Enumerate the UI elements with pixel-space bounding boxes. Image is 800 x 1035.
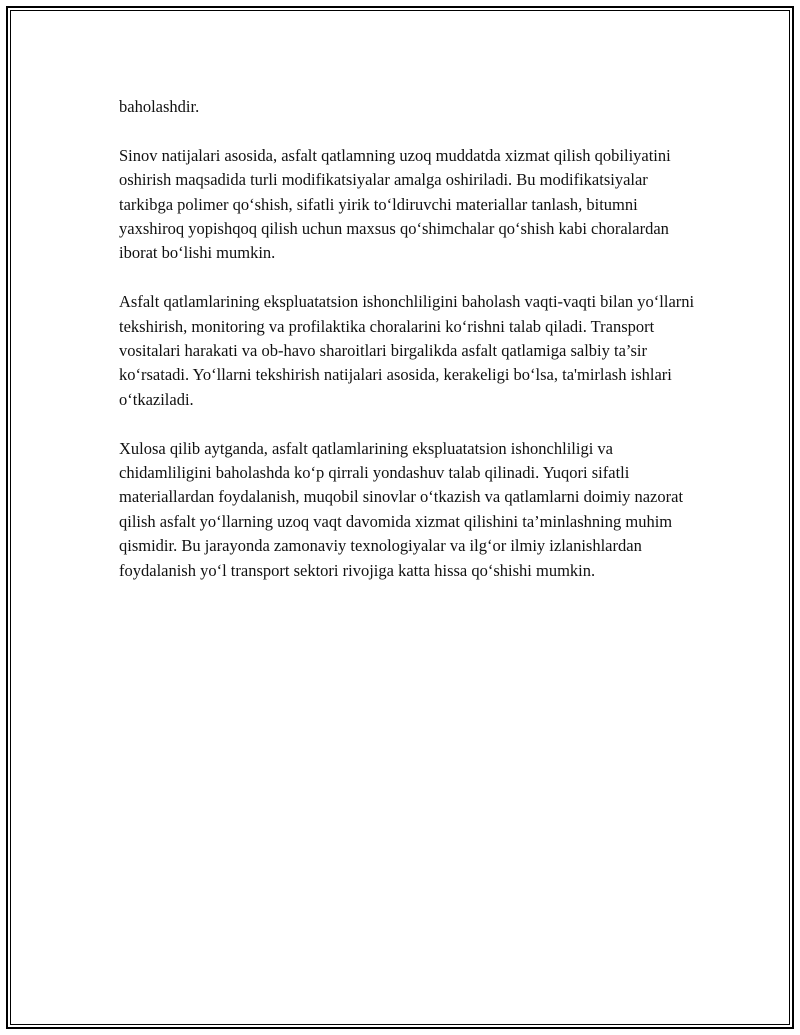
paragraph-3: Asfalt qatlamlarining ekspluatatsion ishonchliligini baholash vaqti-vaqti bilan yo‘llarni tekshirish, monitoring va profilaktika choralarini ko‘rishni talab qiladi. Transport vositalari harakati va ob-havo sharoitlari birgalikda asfalt qatlamiga salbiy ta’sir ko‘rsatadi. Yo‘llarni tekshirish natijalari asosida, kerakeligi bo‘lsa, ta'mirlash ishlari o‘tkaziladi. <box>119 292 695 409</box>
paragraph-4: Xulosa qilib aytganda, asfalt qatlamlarining ekspluatatsion ishonchliligi va chidamliligini baholashda ko‘p qirrali yondashuv talab qilinadi. Yuqori sifatli materiallardan foydalanish, muqobil sinovlar o‘tkazish va qatlamlarni doimiy nazorat qilish asfalt yo‘llarning uzoq vaqt davomida xizmat qilishini ta’minlashning muhim qismidir. Bu jarayonda zamonaviy texnologiyalar va ilg‘or ilmiy izlanishlardan foydalanish yo‘l transport sektori rivojiga katta hissa qo‘shishi mumkin. <box>119 438 684 580</box>
document-page <box>6 6 794 1029</box>
paragraph-2: Sinov natijalari asosida, asfalt qatlamning uzoq muddatda xizmat qilish qobiliyatini oshirish maqsadida turli modifikatsiyalar amalga oshiriladi. Bu modifikatsiyalar tarkibga polimer qo‘shish, sifatli yirik to‘ldiruvchi materiallar tanlash, bitumni yaxshiroq yopishqoq qilish uchun maxsus qo‘shimchalar qo‘shish kabi choralardan iborat bo‘lishi mumkin. <box>119 145 671 263</box>
paragraph-1: baholashdir. <box>119 97 200 116</box>
document-body <box>119 95 704 607</box>
